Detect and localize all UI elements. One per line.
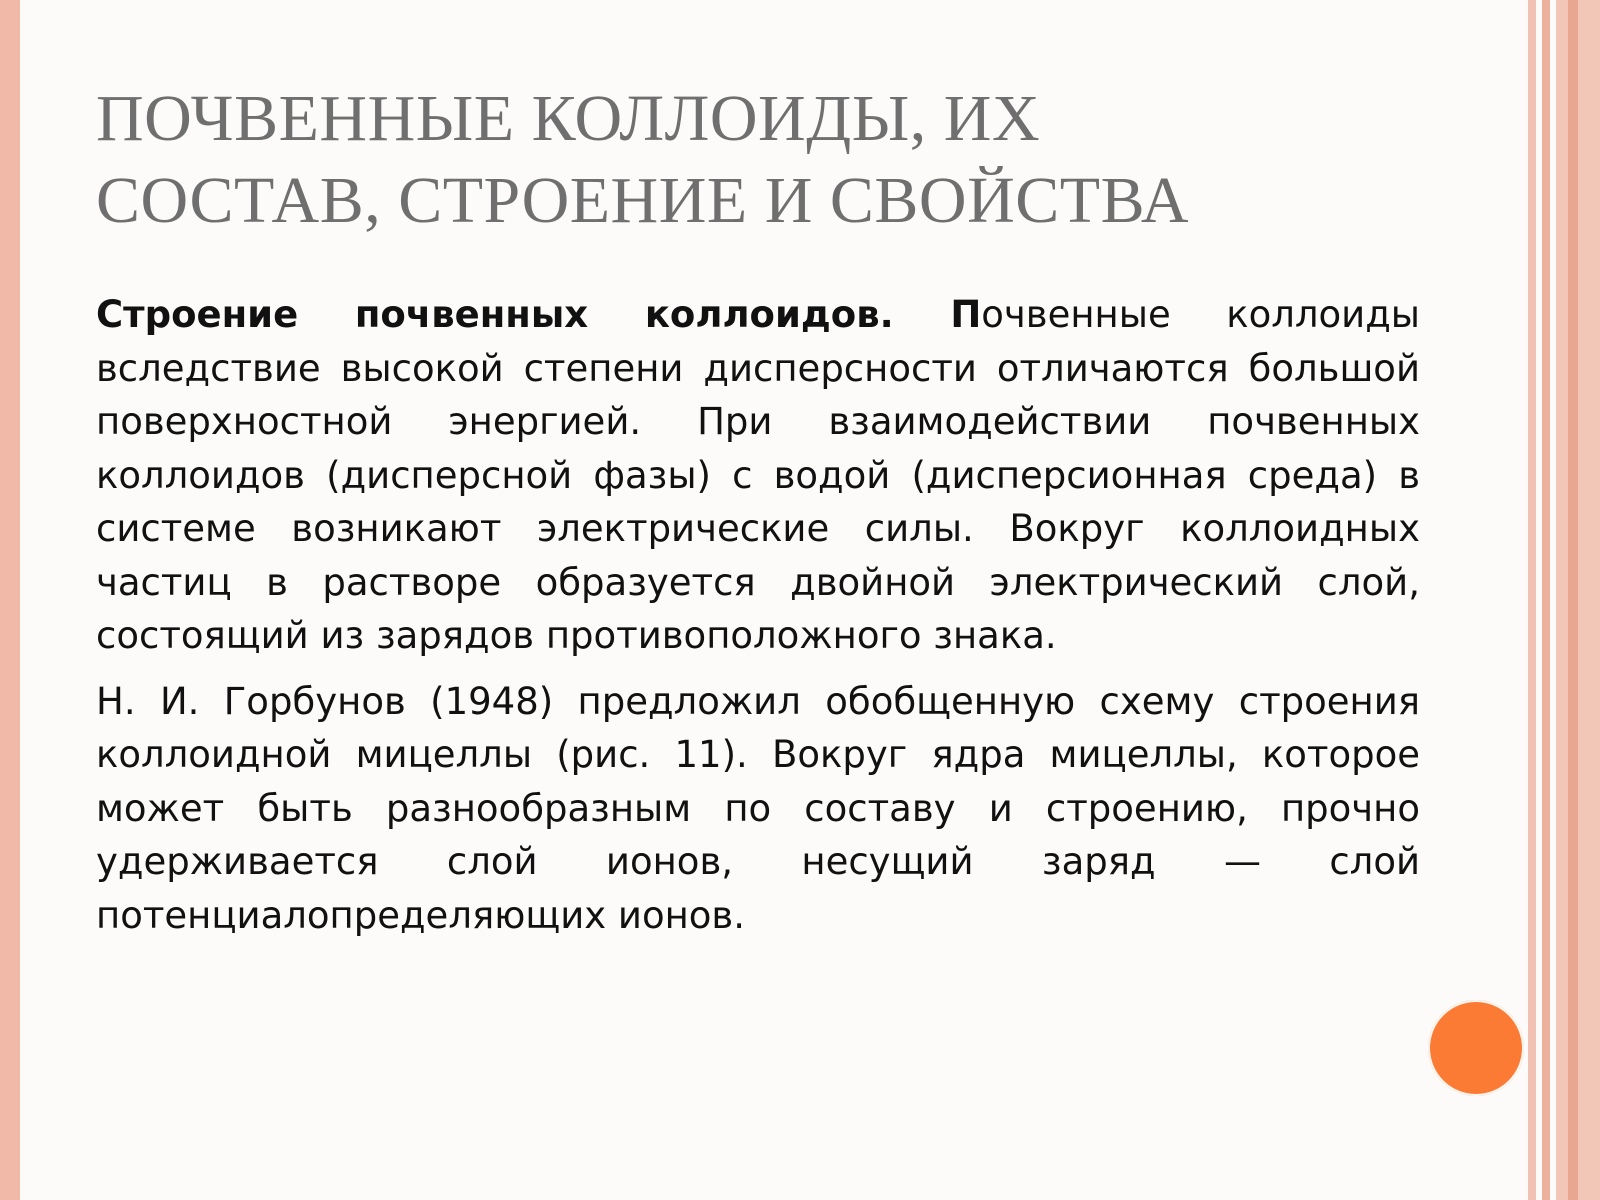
slide-title-line-1: ПОЧВЕННЫЕ КОЛЛОИДЫ, ИХ: [96, 82, 1041, 155]
right-border-stripe: [1528, 0, 1536, 1200]
right-border-stripe: [1556, 0, 1600, 1200]
orange-circle-decoration: [1428, 1000, 1524, 1096]
slide-title-line-2: СОСТАВ, СТРОЕНИЕ И СВОЙСТВА: [96, 164, 1190, 237]
body-paragraph-1: [96, 288, 1420, 663]
paragraph-lead: Строение почвенных коллоидов. П: [96, 293, 982, 336]
slide-title: [96, 78, 1446, 242]
body-paragraph-2: Н. И. Горбунов (1948) предложил обобщенную схему строения коллоидной мицеллы (рис. 11). Вокруг ядра мицеллы, которое может быть разнообразным по составу и строению, прочно удерживается слой ионов, несущий заряд — слой потенциалопределяющих ионов.: [96, 679, 1420, 937]
left-border-decoration: [0, 0, 20, 1200]
right-border-stripe: [1568, 0, 1578, 1200]
right-border-stripe: [1542, 0, 1550, 1200]
slide-body: [96, 288, 1420, 954]
paragraph-text: очвенные коллоиды вследствие высокой степени дисперсности отличаются большой поверхностной энергией. При взаимодействии почвенных коллоидов (дисперсной фазы) с водой (дисперсионная среда) в системе возникают электрические силы. Вокруг коллоидных частиц в растворе образуется двойной электрический слой, состоящий из зарядов противоположного знака.: [96, 293, 1420, 657]
